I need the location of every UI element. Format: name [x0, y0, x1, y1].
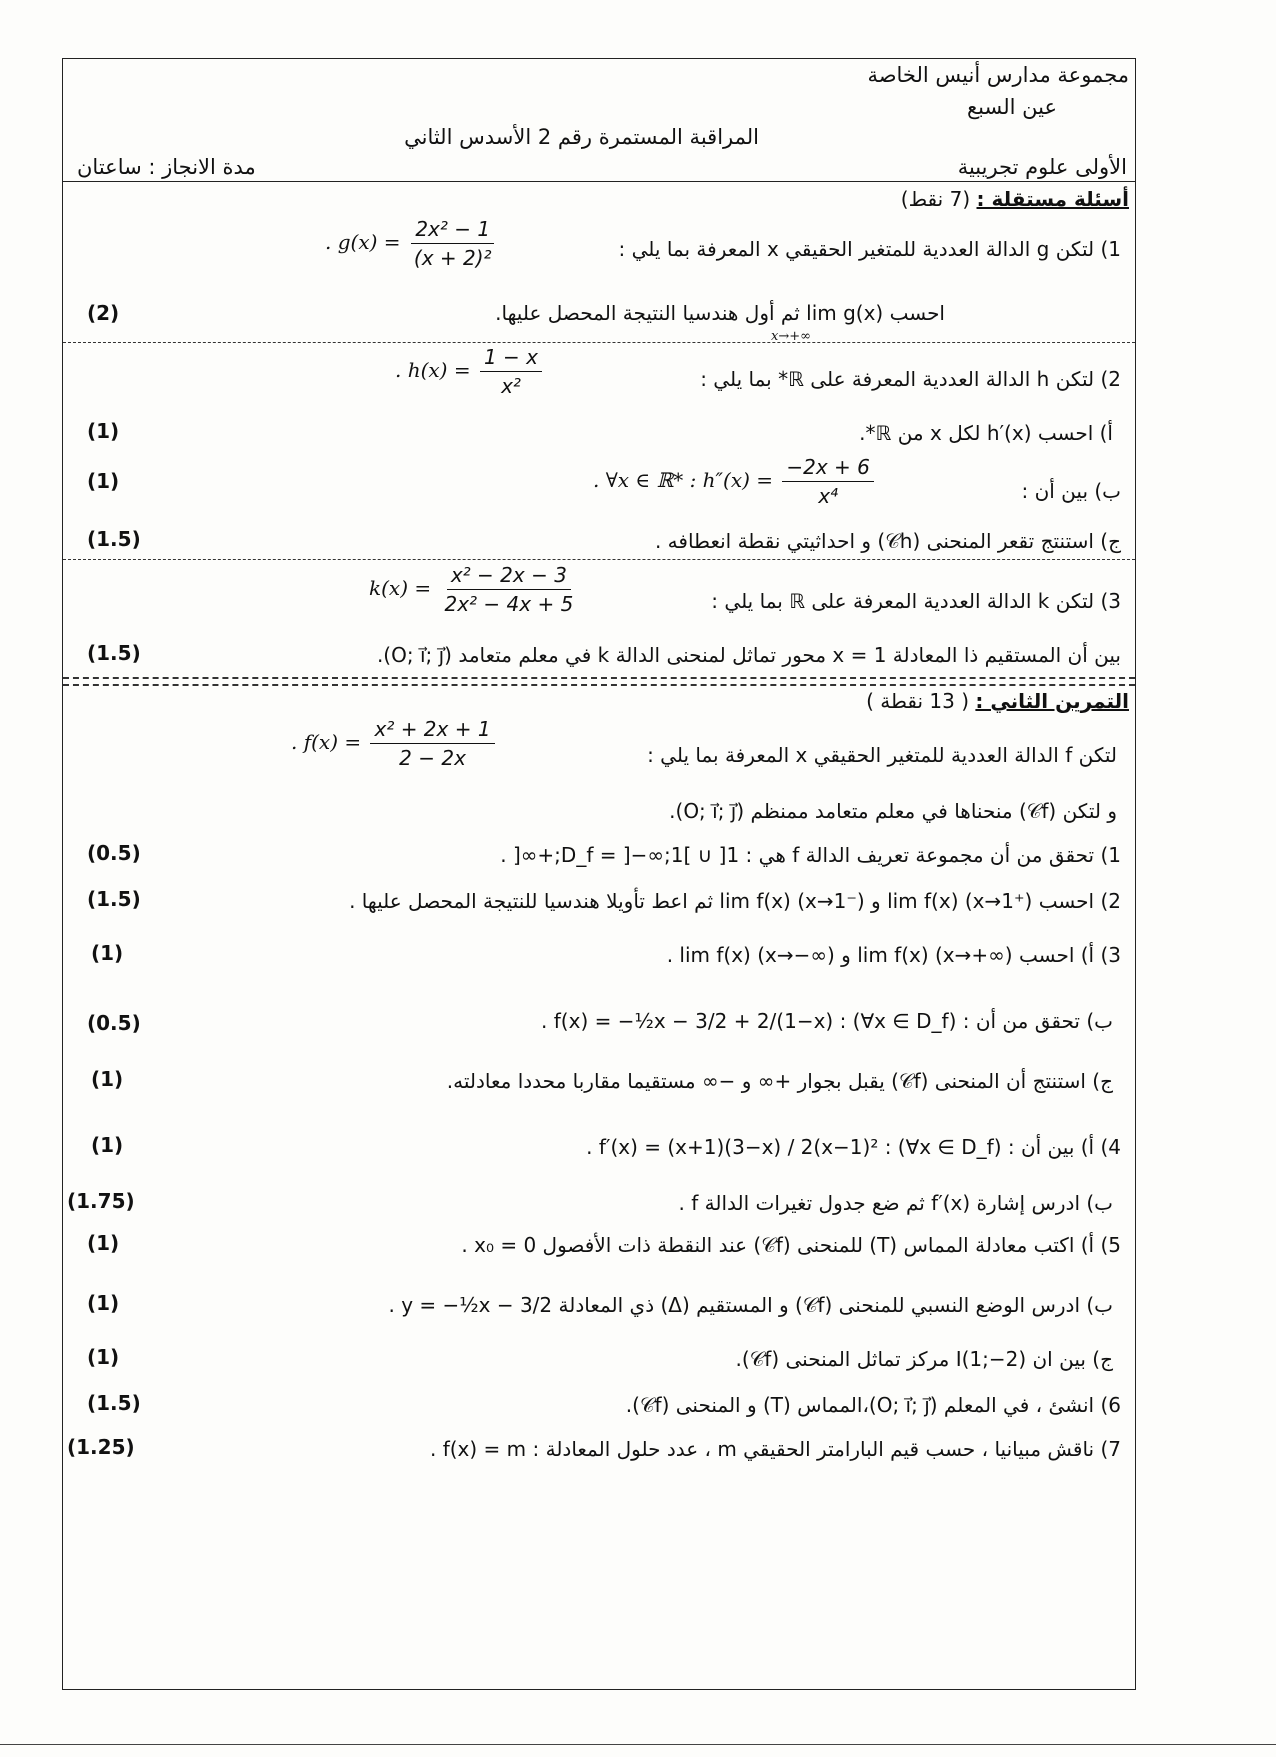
school-name: مجموعة مدارس أنيس الخاصة	[867, 63, 1129, 87]
q1-divider	[63, 342, 1135, 343]
item-5c-mark: (1)	[87, 1345, 120, 1369]
q2b-formula-lhs: . ∀x ∈ ℝ* : h″(x) =	[593, 468, 774, 492]
item-4a-mark: (1)	[91, 1133, 124, 1157]
f-formula-lhs: . f(x) =	[291, 730, 362, 754]
item-3b: ب) تحقق من أن : f(x) = −½x − 3/2 + 2/(1−x) : (∀x ∈ D_f) .	[541, 1009, 1113, 1033]
item-3c: ج) استنتج أن المنحنى (𝒞f) يقبل بجوار +∞ و −∞ مستقيما مقاربا محددا معادلته.	[446, 1069, 1113, 1093]
q2-formula-lhs: . h(x) =	[395, 358, 471, 382]
item-3b-mark: (0.5)	[87, 1011, 141, 1035]
f-numerator: x² + 2x + 1	[370, 717, 494, 744]
q1-limit-subscript: x→+∞	[771, 329, 811, 344]
item-2-mark: (1.5)	[87, 887, 141, 911]
q2-formula	[395, 345, 545, 398]
q2a-mark: (1)	[87, 419, 120, 443]
item-7-mark: (1.25)	[67, 1435, 135, 1459]
item-5b-mark: (1)	[87, 1291, 120, 1315]
item-2: 2) احسب lim f(x) (x→1⁺) و lim f(x) (x→1⁻) ثم اعط تأويلا هندسيا للنتيجة المحصل عليها .	[349, 889, 1121, 913]
item-5c: ج) بين ان I(1;−2) مركز تماثل المنحنى (𝒞f).	[735, 1347, 1113, 1371]
q2c-mark: (1.5)	[87, 527, 141, 551]
part1-heading	[901, 187, 1129, 211]
item-6-mark: (1.5)	[87, 1391, 141, 1415]
q2-numerator: 1 − x	[480, 345, 542, 372]
item-3a: 3) أ) احسب lim f(x) (x→+∞) و lim f(x) (x→−∞) .	[666, 943, 1121, 967]
item-1-mark: (0.5)	[87, 841, 141, 865]
q3-fraction	[440, 563, 577, 616]
q3-formula	[369, 563, 580, 616]
q1-mark: (2)	[87, 301, 120, 325]
q1-denominator: (x + 2)²	[413, 246, 492, 270]
q1-formula	[325, 217, 499, 270]
q3-statement: 3) لتكن k الدالة العددية المعرفة على ℝ بما يلي :	[711, 589, 1121, 613]
item-7: 7) ناقش مبيانيا ، حسب قيم البارامتر الحقيقي m ، عدد حلول المعادلة : f(x) = m .	[429, 1437, 1121, 1461]
part1-title: أسئلة مستقلة :	[976, 187, 1129, 211]
q1-statement: 1) لتكن g الدالة العددية للمتغير الحقيقي x المعرفة بما يلي :	[618, 237, 1121, 261]
q3-formula-lhs: k(x) =	[369, 576, 432, 600]
q1-formula-lhs: . g(x) =	[325, 230, 401, 254]
f-definition-text: لتكن f الدالة العددية للمتغير الحقيقي x المعرفة بما يلي :	[647, 743, 1117, 767]
class-level: الأولى علوم تجريبية	[957, 155, 1127, 179]
q2b-denominator: x⁴	[818, 484, 839, 508]
q3-numerator: x² − 2x − 3	[447, 563, 571, 590]
curve-definition: و لتكن (𝒞f) منحناها في معلم متعامد ممنظم (O; i⃗; j⃗).	[669, 799, 1117, 823]
header-divider	[63, 181, 1135, 182]
q2-denominator: x²	[501, 374, 521, 398]
item-1: 1) تحقق من أن مجموعة تعريف الدالة f هي : D_f = ]−∞;1[ ∪ ]1;+∞[ .	[500, 843, 1121, 867]
q2b-mark: (1)	[87, 469, 120, 493]
q3-mark: (1.5)	[87, 641, 141, 665]
item-5a-mark: (1)	[87, 1231, 120, 1255]
f-fraction	[370, 717, 494, 770]
q1-numerator: 2x² − 1	[411, 217, 494, 244]
item-5a: 5) أ) اكتب معادلة المماس (T) للمنحنى (𝒞f) عند النقطة ذات الأفصول x₀ = 0 .	[461, 1233, 1121, 1257]
q2c-text: ج) استنتج تقعر المنحنى (𝒞h) و احداثيتي نقطة انعطافه .	[654, 529, 1121, 553]
q2-divider	[63, 559, 1135, 560]
part-divider	[63, 677, 1135, 679]
item-3a-mark: (1)	[91, 941, 124, 965]
q2b-numerator: −2x + 6	[782, 455, 874, 482]
q1-task: احسب lim g(x) ثم أول هندسيا النتيجة المحصل عليها.	[495, 301, 945, 325]
q1-fraction	[410, 217, 496, 270]
f-formula	[291, 717, 498, 770]
part2-points: ( 13 نقطة )	[866, 689, 970, 713]
page-bottom-edge	[0, 1744, 1276, 1745]
part1-points: (7 نقط)	[900, 187, 971, 211]
f-denominator: 2 − 2x	[399, 746, 466, 770]
q3-task: بين أن المستقيم ذا المعادلة x = 1 محور تماثل لمنحنى الدالة k في معلم متعامد (O; i⃗; j⃗).	[376, 643, 1121, 667]
part2-heading	[866, 689, 1129, 713]
q2b-fraction	[782, 455, 874, 508]
part2-title: التمرين الثاني :	[975, 689, 1129, 713]
exam-sheet	[62, 58, 1136, 1690]
q2b-text: ب) بين أن :	[1021, 479, 1121, 503]
exam-title: المراقبة المستمرة رقم 2 الأسدس الثاني	[404, 125, 759, 149]
exam-duration: مدة الانجاز : ساعتان	[77, 155, 256, 179]
q2-statement: 2) لتكن h الدالة العددية المعرفة على ℝ* بما يلي :	[700, 367, 1121, 391]
q3-denominator: 2x² − 4x + 5	[444, 592, 574, 616]
q2b-formula	[593, 455, 877, 508]
item-5b: ب) ادرس الوضع النسبي للمنحنى (𝒞f) و المستقيم (Δ) ذي المعادلة y = −½x − 3/2 .	[388, 1293, 1113, 1317]
item-4b: ب) ادرس إشارة f′(x) ثم ضع جدول تغيرات الدالة f .	[678, 1191, 1113, 1215]
item-4b-mark: (1.75)	[67, 1189, 135, 1213]
item-4a: 4) أ) بين أن : f′(x) = (x+1)(3−x) / 2(x−1)² : (∀x ∈ D_f) .	[586, 1135, 1121, 1159]
q2-fraction	[480, 345, 542, 398]
q2a-text: أ) احسب h′(x) لكل x من ℝ*.	[859, 421, 1113, 445]
city-name: عين السبع	[966, 95, 1057, 119]
item-6: 6) انشئ ، في المعلم (O; i⃗; j⃗)،المماس (T) و المنحنى (𝒞f).	[625, 1393, 1121, 1417]
item-3c-mark: (1)	[91, 1067, 124, 1091]
